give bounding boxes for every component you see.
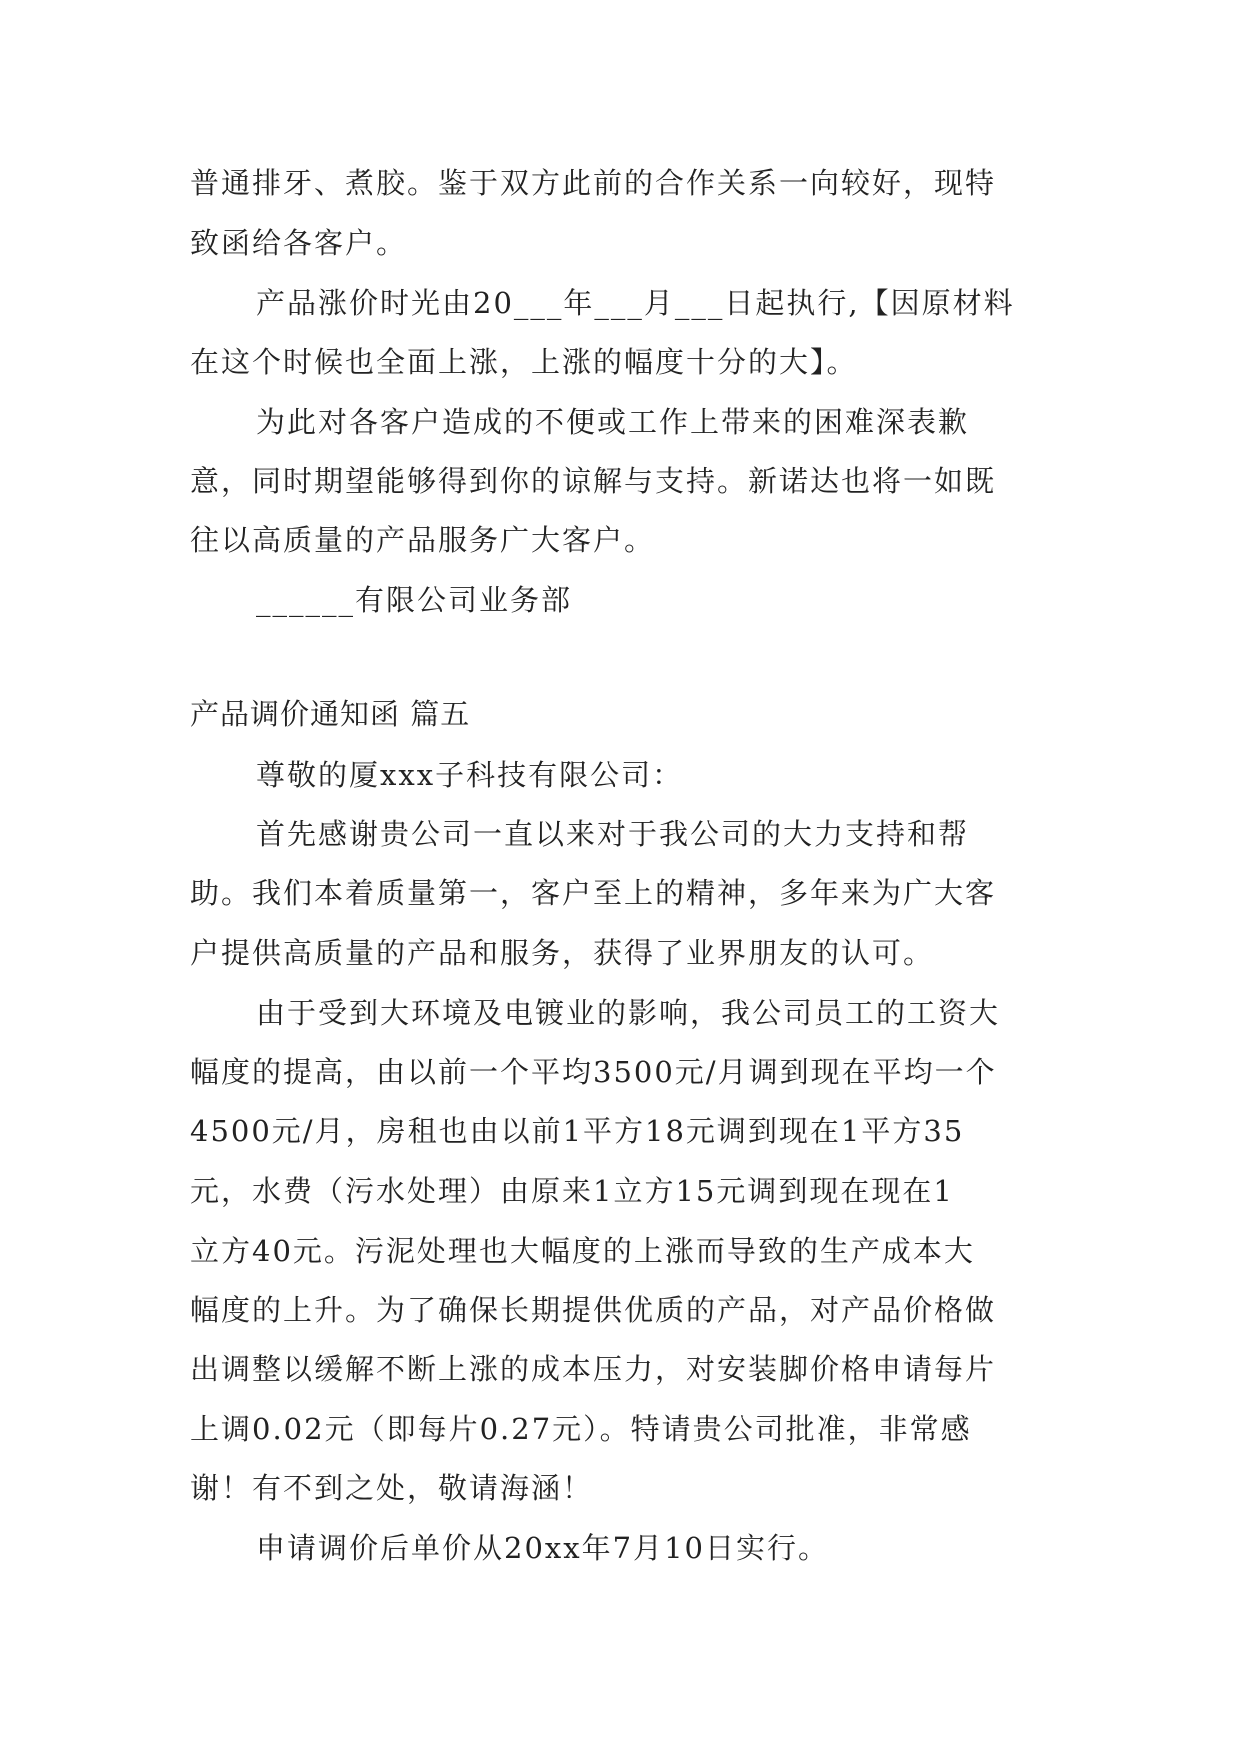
paragraph-line: 助。我们本着质量第一，客户至上的精神，多年来为广大客 xyxy=(190,876,997,910)
paragraph-line: 4500元/月，房租也由以前1平方18元调到现在1平方35 xyxy=(190,1114,965,1148)
paragraph-line: 申请调价后单价从20xx年7月10日实行。 xyxy=(256,1531,829,1565)
paragraph-line: 产品涨价时光由20___年___月___日起执行,【因原材料 xyxy=(256,286,1015,320)
paragraph-line: 由于受到大环境及电镀业的影响，我公司员工的工资大 xyxy=(256,996,1001,1030)
paragraph-line: 立方40元。污泥处理也大幅度的上涨而导致的生产成本大 xyxy=(190,1234,975,1268)
paragraph-line: 户提供高质量的产品和服务，获得了业界朋友的认可。 xyxy=(190,936,935,970)
paragraph-line: 幅度的上升。为了确保长期提供优质的产品，对产品价格做 xyxy=(190,1293,997,1327)
section-heading: 产品调价通知函 篇五 xyxy=(190,697,471,731)
salutation: 尊敬的厦xxx子科技有限公司： xyxy=(256,758,684,792)
signature-line: ______有限公司业务部 xyxy=(256,583,573,617)
paragraph-line: 为此对各客户造成的不便或工作上带来的困难深表歉 xyxy=(256,405,970,439)
paragraph-line: 幅度的提高，由以前一个平均3500元/月调到现在平均一个 xyxy=(190,1055,997,1089)
paragraph-line: 普通排牙、煮胶。鉴于双方此前的合作关系一向较好，现特 xyxy=(190,166,997,200)
paragraph-line: 致函给各客户。 xyxy=(190,226,408,260)
paragraph-line: 谢！有不到之处，敬请海涵！ xyxy=(190,1471,594,1505)
paragraph-line: 在这个时候也全面上涨，上涨的幅度十分的大】。 xyxy=(190,345,858,379)
paragraph-line: 出调整以缓解不断上涨的成本压力，对安装脚价格申请每片 xyxy=(190,1352,997,1386)
paragraph-line: 首先感谢贵公司一直以来对于我公司的大力支持和帮 xyxy=(256,817,970,851)
paragraph-line: 意，同时期望能够得到你的谅解与支持。新诺达也将一如既 xyxy=(190,464,997,498)
paragraph-line: 上调0.02元（即每片0.27元）。特请贵公司批准，非常感 xyxy=(190,1412,972,1446)
paragraph-line: 元，水费（污水处理）由原来1立方15元调到现在现在1 xyxy=(190,1174,954,1208)
paragraph-line: 往以高质量的产品服务广大客户。 xyxy=(190,523,656,557)
